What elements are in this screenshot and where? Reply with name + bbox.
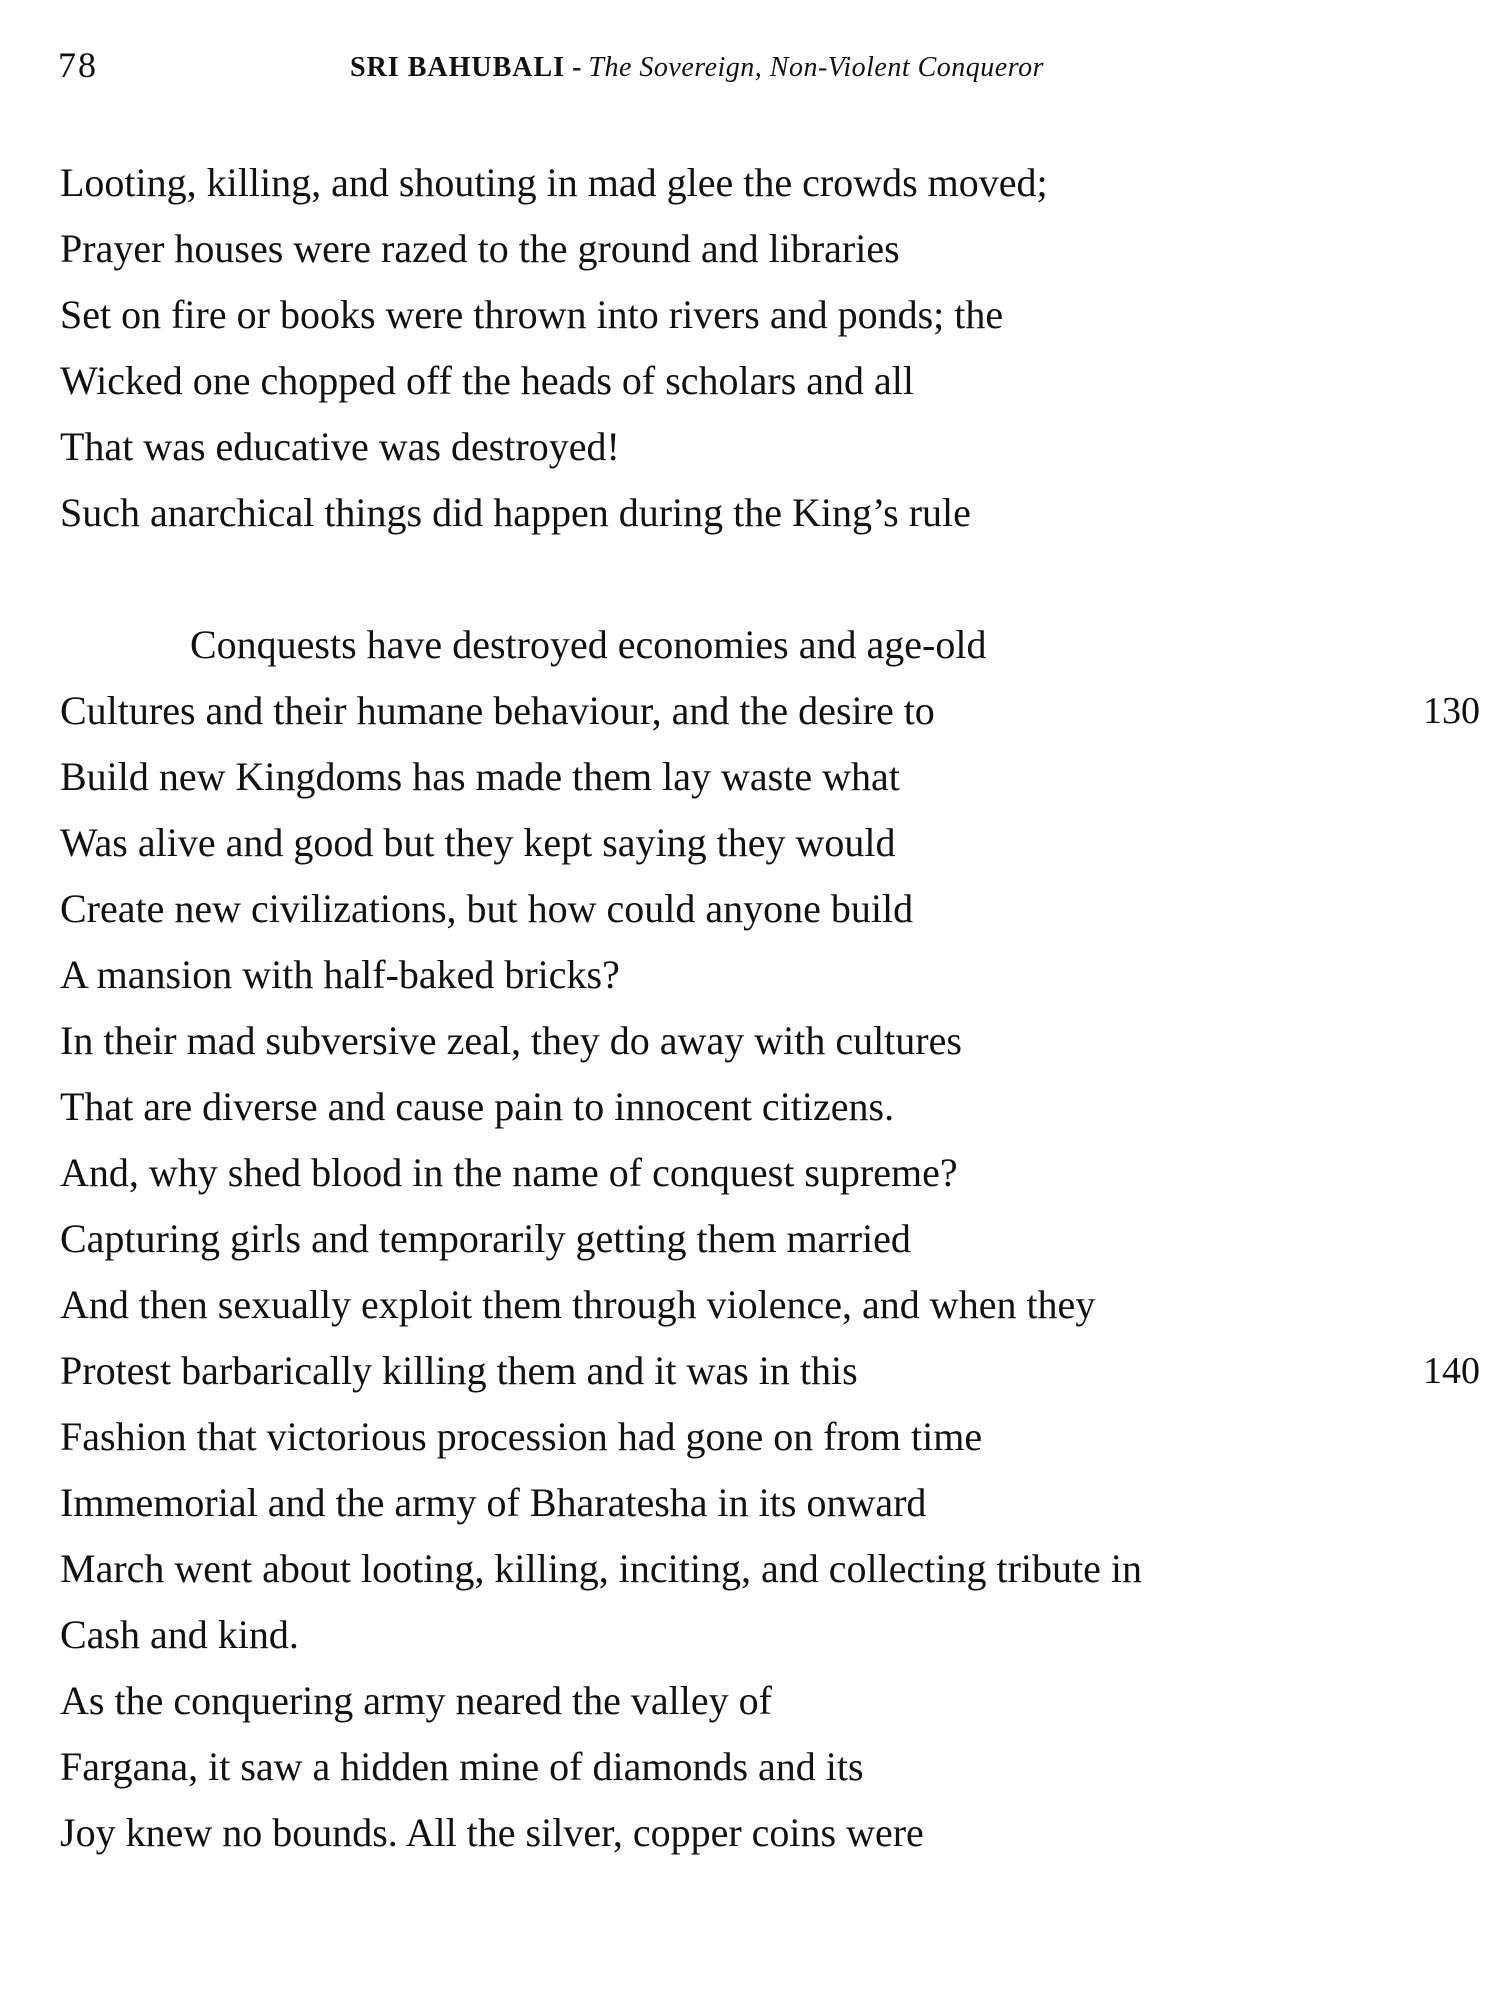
poem-line-text: And, why shed blood in the name of conquest supreme?	[60, 1150, 958, 1195]
poem-line	[60, 1272, 1480, 1338]
poem-line	[60, 678, 1480, 744]
poem-line	[60, 480, 1480, 546]
poem-line	[60, 1470, 1480, 1536]
poem-line	[60, 810, 1480, 876]
running-title	[350, 52, 1044, 84]
poem-line-text: Cash and kind.	[60, 1612, 299, 1657]
poem-line-text: Looting, killing, and shouting in mad glee the crowds moved;	[60, 160, 1048, 205]
page-header	[0, 44, 1500, 94]
poem-line-text: Protest barbarically killing them and it was in this	[60, 1348, 858, 1393]
poem-line-text: Fashion that victorious procession had gone on from time	[60, 1414, 983, 1459]
poem-line	[60, 1338, 1480, 1404]
poem-line-text: As the conquering army neared the valley of	[60, 1678, 772, 1723]
poem-line-text: Was alive and good but they kept saying they would	[60, 820, 896, 865]
poem-line-text: Immemorial and the army of Bharatesha in its onward	[60, 1480, 927, 1525]
poem-line	[60, 1404, 1480, 1470]
poem-line-text: And then sexually exploit them through violence, and when they	[60, 1282, 1096, 1327]
poem-line-text: That was educative was destroyed!	[60, 424, 620, 469]
poem-line-text: Create new civilizations, but how could anyone build	[60, 886, 914, 931]
line-number: 140	[1423, 1350, 1480, 1392]
poem-line-text: A mansion with half-baked bricks?	[60, 952, 620, 997]
poem-line-text: Conquests have destroyed economies and age-old	[190, 622, 987, 667]
poem-line-text: Cultures and their humane behaviour, and the desire to	[60, 688, 935, 733]
poem-line-text: Fargana, it saw a hidden mine of diamonds and its	[60, 1744, 864, 1789]
stanza	[60, 150, 1480, 546]
poem-line-text: March went about looting, killing, inciting, and collecting tribute in	[60, 1546, 1143, 1591]
poem-line	[60, 942, 1480, 1008]
poem-line	[60, 282, 1480, 348]
poem-line	[60, 414, 1480, 480]
poem-line	[60, 1800, 1480, 1866]
poem-body	[60, 150, 1480, 1866]
title-separator: -	[565, 52, 589, 83]
poem-line	[60, 1008, 1480, 1074]
poem-line-text: Wicked one chopped off the heads of scholars and all	[60, 358, 915, 403]
line-number: 130	[1423, 690, 1480, 732]
page-number: 78	[58, 45, 98, 85]
book-subtitle: The Sovereign, Non-Violent Conqueror	[588, 52, 1044, 83]
poem-line	[60, 876, 1480, 942]
poem-line	[60, 744, 1480, 810]
poem-line	[60, 612, 1480, 678]
poem-line-text: Set on fire or books were thrown into rivers and ponds; the	[60, 292, 1004, 337]
poem-line-text: Such anarchical things did happen during the King’s rule	[60, 490, 971, 535]
poem-line	[60, 216, 1480, 282]
poem-line-text: In their mad subversive zeal, they do away with cultures	[60, 1018, 962, 1063]
poem-line	[60, 1668, 1480, 1734]
poem-line	[60, 150, 1480, 216]
poem-line-text: Prayer houses were razed to the ground and libraries	[60, 226, 900, 271]
poem-line	[60, 1536, 1480, 1602]
poem-line	[60, 1140, 1480, 1206]
poem-line-text: Build new Kingdoms has made them lay waste what	[60, 754, 900, 799]
stanza	[60, 612, 1480, 1866]
poem-line	[60, 1074, 1480, 1140]
poem-line-text: That are diverse and cause pain to innocent citizens.	[60, 1084, 895, 1129]
poem-line	[60, 1206, 1480, 1272]
book-title: SRI BAHUBALI	[350, 52, 566, 83]
poem-line-text: Capturing girls and temporarily getting them married	[60, 1216, 911, 1261]
poem-line-text: Joy knew no bounds. All the silver, copper coins were	[60, 1810, 924, 1855]
poem-line	[60, 1602, 1480, 1668]
poem-line	[60, 1734, 1480, 1800]
poem-line	[60, 348, 1480, 414]
